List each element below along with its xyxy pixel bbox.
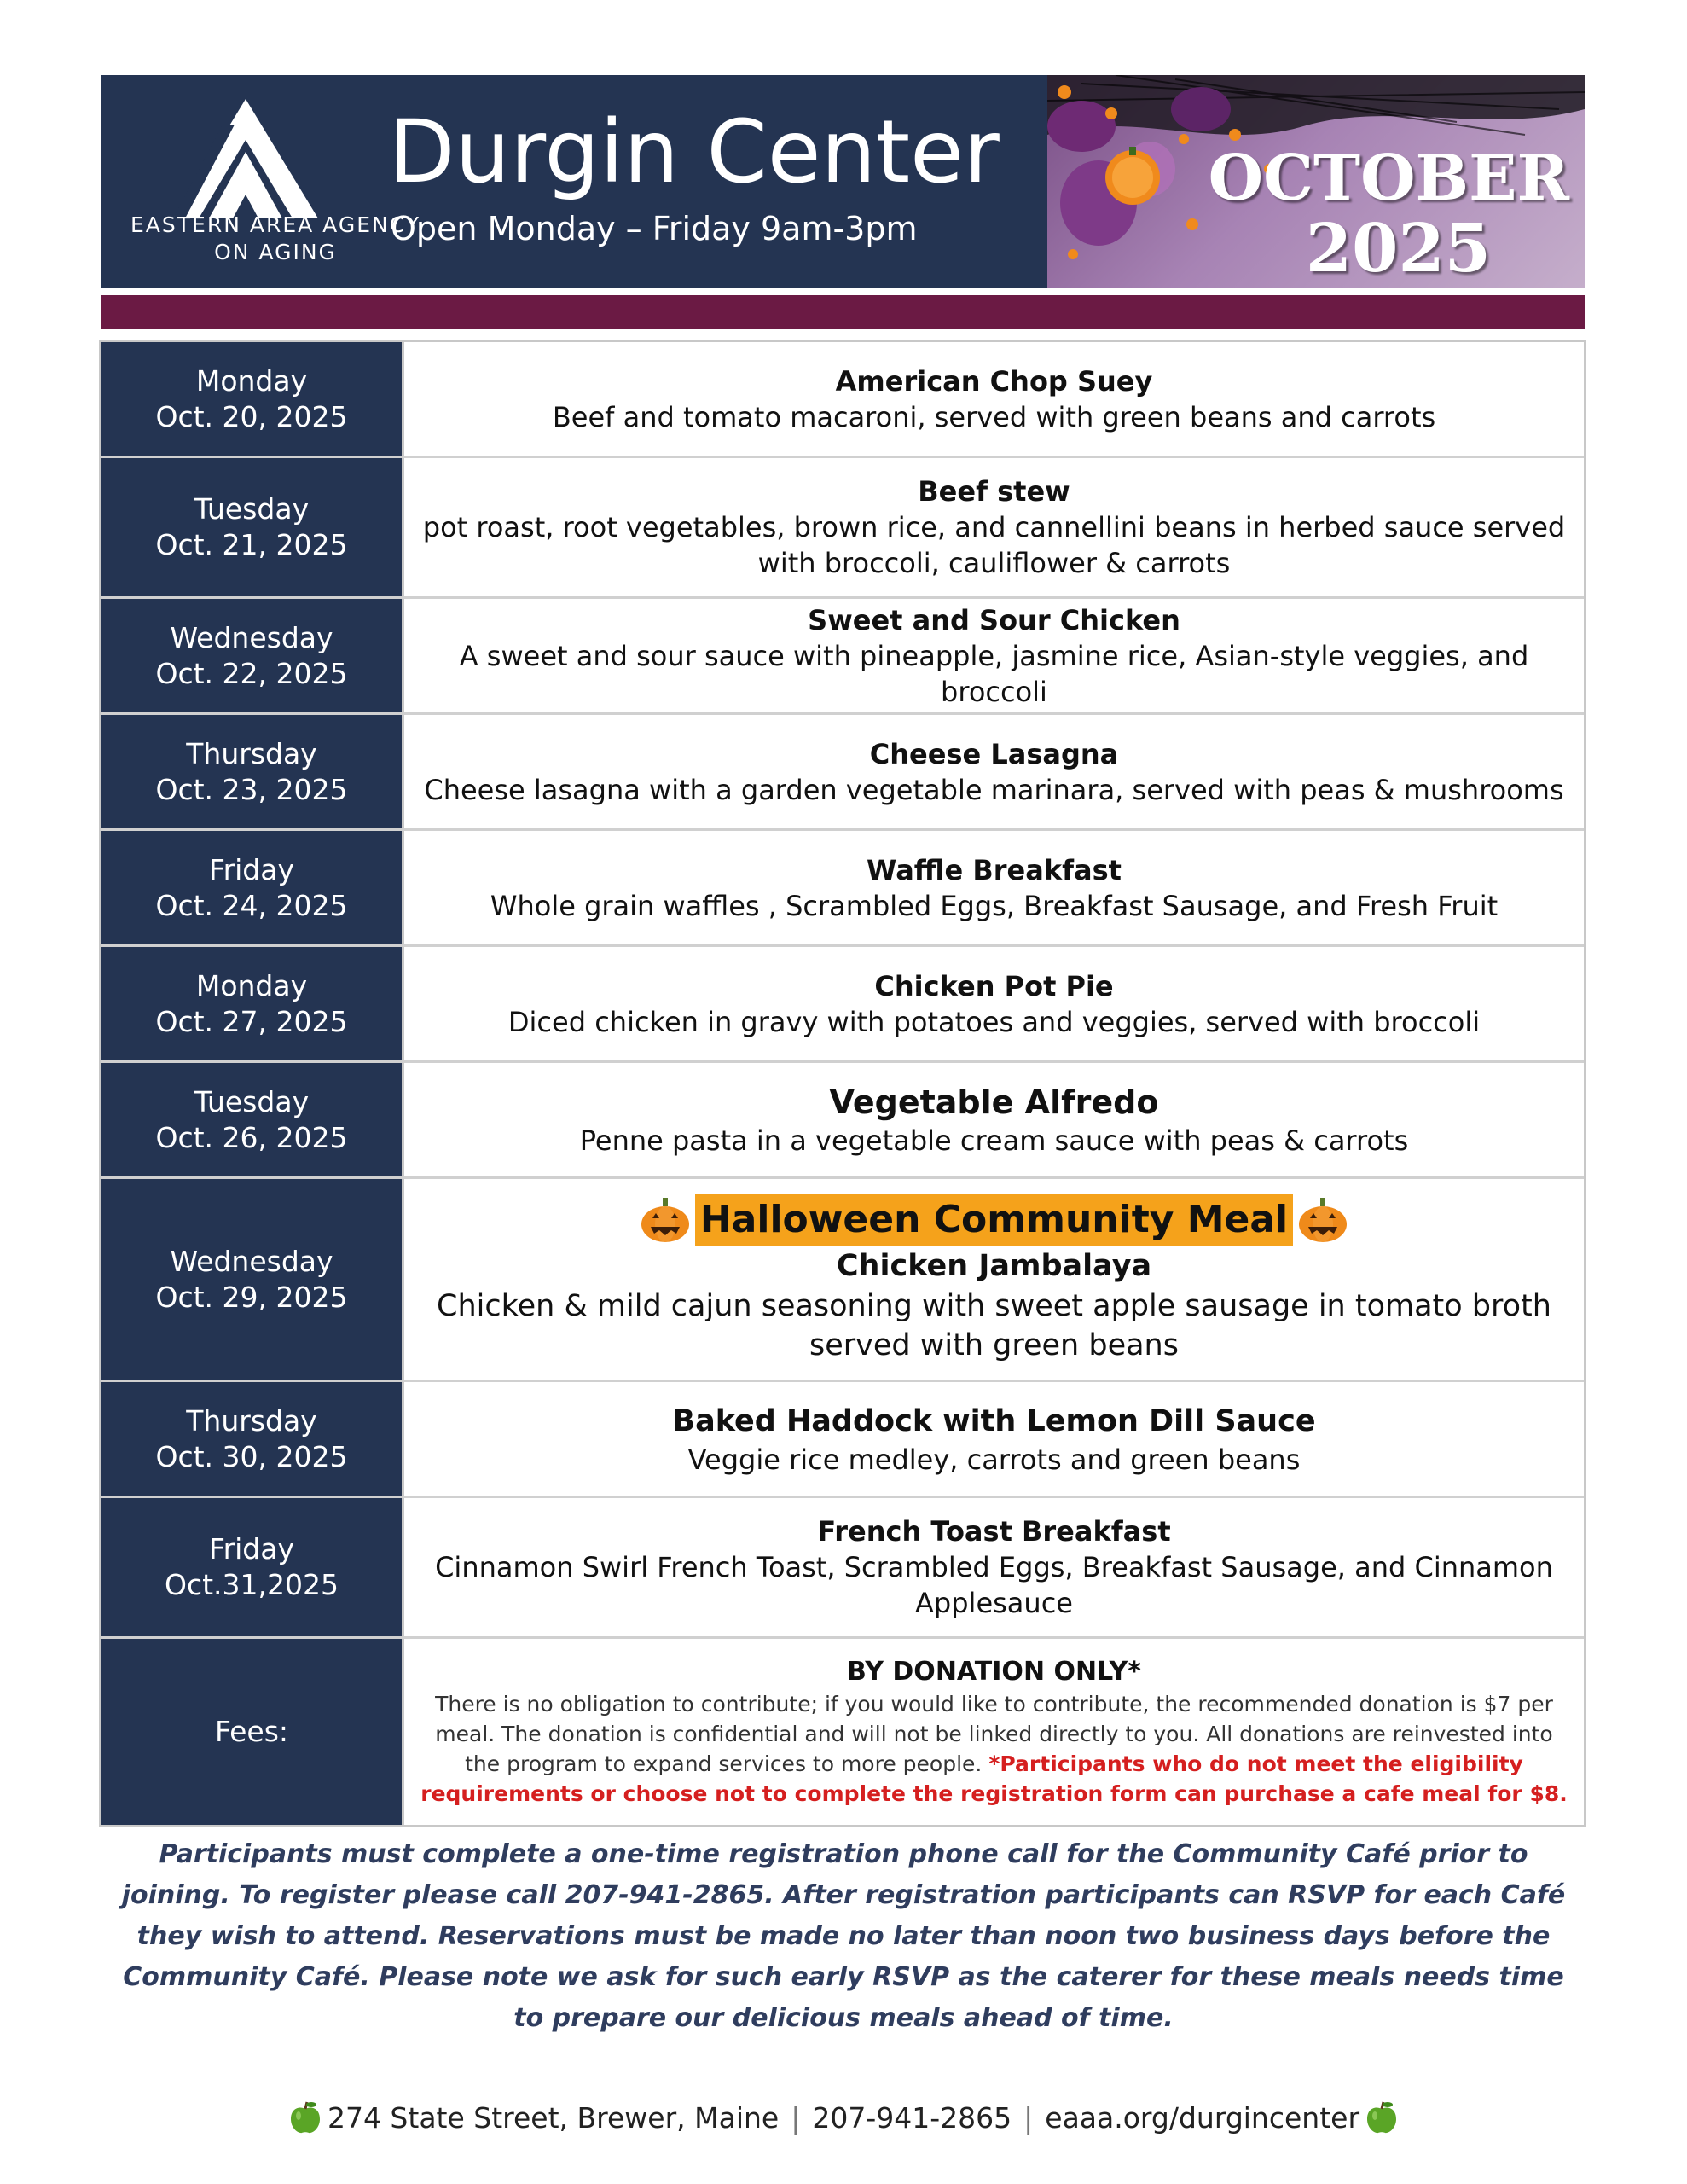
day-cell xyxy=(101,715,404,828)
table-row xyxy=(101,1179,1584,1382)
meal-description: Cheese lasagna with a garden vegetable marinara, served with peas & mushrooms xyxy=(424,773,1564,806)
day-cell xyxy=(101,1179,404,1380)
opening-hours: Open Monday – Friday 9am-3pm xyxy=(391,210,918,247)
table-row xyxy=(101,947,1584,1063)
fees-title: BY DONATION ONLY* xyxy=(847,1657,1141,1687)
meal-cell xyxy=(404,947,1584,1060)
fees-warning: *Participants who do not meet the eligibility requirements or choose not to complete the registration form can purchase a cafe meal for $8. xyxy=(420,1751,1568,1806)
meal-cell xyxy=(404,599,1584,712)
meal-name: French Toast Breakfast xyxy=(817,1515,1171,1548)
banner-year: 2025 xyxy=(1305,210,1491,288)
meal-cell xyxy=(404,831,1584,944)
day-cell xyxy=(101,947,404,1060)
meal-cell xyxy=(404,1179,1584,1380)
menu-table xyxy=(99,340,1586,1827)
table-row xyxy=(101,342,1584,458)
date: Oct. 27, 2025 xyxy=(155,1004,348,1038)
table-row xyxy=(101,715,1584,831)
special-event-title: Halloween Community Meal xyxy=(695,1194,1293,1246)
banner-month: OCTOBER xyxy=(1208,142,1569,215)
table-row xyxy=(101,1063,1584,1179)
footer-website-link[interactable]: eaaa.org/durgincenter xyxy=(1045,2100,1360,2135)
meal-cell xyxy=(404,715,1584,828)
jack-o-lantern-icon xyxy=(639,1196,692,1244)
meal-name: Chicken Pot Pie xyxy=(874,969,1114,1002)
weekday: Friday xyxy=(208,852,294,886)
weekday: Thursday xyxy=(186,1403,317,1438)
date: Oct. 30, 2025 xyxy=(155,1439,348,1473)
fees-label-cell xyxy=(101,1639,404,1825)
meal-cell xyxy=(404,1498,1584,1636)
meal-name: Beef stew xyxy=(918,475,1070,508)
meal-name: Vegetable Alfredo xyxy=(829,1083,1159,1121)
fees-description: There is no obligation to contribute; if you would like to contribute, the recommended donation is $7 per meal. The donation is confidential and will not be linked directly to you. All donations are reinvested into the program to expand services to more people. xyxy=(435,1692,1553,1776)
header-divider-band xyxy=(101,295,1585,329)
footer-separator: | xyxy=(1023,2100,1034,2135)
meal-description: pot roast, root vegetables, brown rice, and cannellini beans in herbed sauce served with broccoli, cauliflower & carrots xyxy=(422,511,1566,579)
table-row xyxy=(101,458,1584,599)
date: Oct. 21, 2025 xyxy=(155,528,348,561)
day-cell xyxy=(101,1382,404,1496)
weekday: Tuesday xyxy=(194,492,310,526)
table-row xyxy=(101,1382,1584,1498)
meal-description: Whole grain waffles , Scrambled Eggs, Breakfast Sausage, and Fresh Fruit xyxy=(490,889,1499,922)
meal-name: Sweet and Sour Chicken xyxy=(808,603,1180,636)
meal-name: Cheese Lasagna xyxy=(869,737,1119,770)
weekday: Thursday xyxy=(186,736,317,770)
day-cell xyxy=(101,458,404,596)
date: Oct. 24, 2025 xyxy=(155,888,348,922)
special-event-heading xyxy=(639,1194,1349,1246)
fees-row xyxy=(101,1639,1584,1825)
meal-name: Waffle Breakfast xyxy=(867,853,1122,886)
weekday: Wednesday xyxy=(170,620,333,654)
weekday: Monday xyxy=(195,363,308,398)
date: Oct. 22, 2025 xyxy=(155,656,348,690)
table-row xyxy=(101,599,1584,715)
header-banner xyxy=(101,75,1585,288)
weekday: Monday xyxy=(195,968,308,1002)
meal-description: Veggie rice medley, carrots and green beans xyxy=(687,1443,1301,1476)
weekday: Friday xyxy=(208,1532,294,1565)
footer-phone[interactable]: 207-941-2865 xyxy=(812,2100,1012,2135)
page-title: Durgin Center xyxy=(388,102,1000,203)
footer-address: 274 State Street, Brewer, Maine xyxy=(327,2100,780,2135)
jack-o-lantern-icon xyxy=(1296,1196,1349,1244)
green-apple-icon xyxy=(1365,2100,1399,2135)
registration-note: Participants must complete a one-time registration phone call for the Community Café prior to joining. To register please call 207-941-2865. After registration participants can RSVP for each Café they wish to attend. Reservations must be made no later than noon two business days before the Community Café. Please note we ask for such early RSVP as the caterer for these meals needs time to prepare our delicious meals ahead of time. xyxy=(121,1839,1566,2033)
day-cell xyxy=(101,599,404,712)
month-banner-image xyxy=(1047,75,1585,288)
fees-cell xyxy=(404,1639,1584,1825)
meal-name: Chicken Jambalaya xyxy=(836,1248,1152,1283)
meal-description: A sweet and sour sauce with pineapple, jasmine rice, Asian-style veggies, and broccoli xyxy=(459,639,1529,708)
meal-description: Penne pasta in a vegetable cream sauce with peas & carrots xyxy=(579,1124,1409,1157)
meal-cell xyxy=(404,1382,1584,1496)
footer xyxy=(0,2100,1687,2135)
meal-description: Diced chicken in gravy with potatoes and veggies, served with broccoli xyxy=(507,1005,1481,1038)
meal-cell xyxy=(404,1063,1584,1176)
footer-separator: | xyxy=(791,2100,801,2135)
day-cell xyxy=(101,831,404,944)
day-cell xyxy=(101,1063,404,1176)
meal-description: Cinnamon Swirl French Toast, Scrambled Eggs, Breakfast Sausage, and Cinnamon Applesauce xyxy=(435,1551,1553,1619)
meal-name: Baked Haddock with Lemon Dill Sauce xyxy=(672,1403,1316,1438)
meal-description: Beef and tomato macaroni, served with green beans and carrots xyxy=(552,400,1436,433)
date: Oct.31,2025 xyxy=(164,1568,339,1601)
day-cell xyxy=(101,1498,404,1636)
date: Oct. 23, 2025 xyxy=(155,772,348,806)
date: Oct. 20, 2025 xyxy=(155,399,348,433)
weekday: Tuesday xyxy=(194,1084,310,1118)
fees-label: Fees: xyxy=(214,1715,289,1748)
meal-cell xyxy=(404,458,1584,596)
green-apple-icon xyxy=(288,2100,322,2135)
table-row xyxy=(101,1498,1584,1639)
meal-cell xyxy=(404,342,1584,456)
date: Oct. 26, 2025 xyxy=(155,1120,348,1154)
table-row xyxy=(101,831,1584,947)
meal-name: American Chop Suey xyxy=(835,364,1153,398)
day-cell xyxy=(101,342,404,456)
header-title-panel xyxy=(101,75,1047,288)
org-name: EASTERN AREA AGENCY ON AGING xyxy=(130,212,420,264)
meal-description: Chicken & mild cajun seasoning with sweet apple sausage in tomato broth served with green beans xyxy=(437,1288,1551,1362)
weekday: Wednesday xyxy=(170,1244,333,1278)
date: Oct. 29, 2025 xyxy=(155,1280,348,1314)
fees-text xyxy=(418,1689,1570,1809)
mountain-logo-icon xyxy=(173,99,318,218)
